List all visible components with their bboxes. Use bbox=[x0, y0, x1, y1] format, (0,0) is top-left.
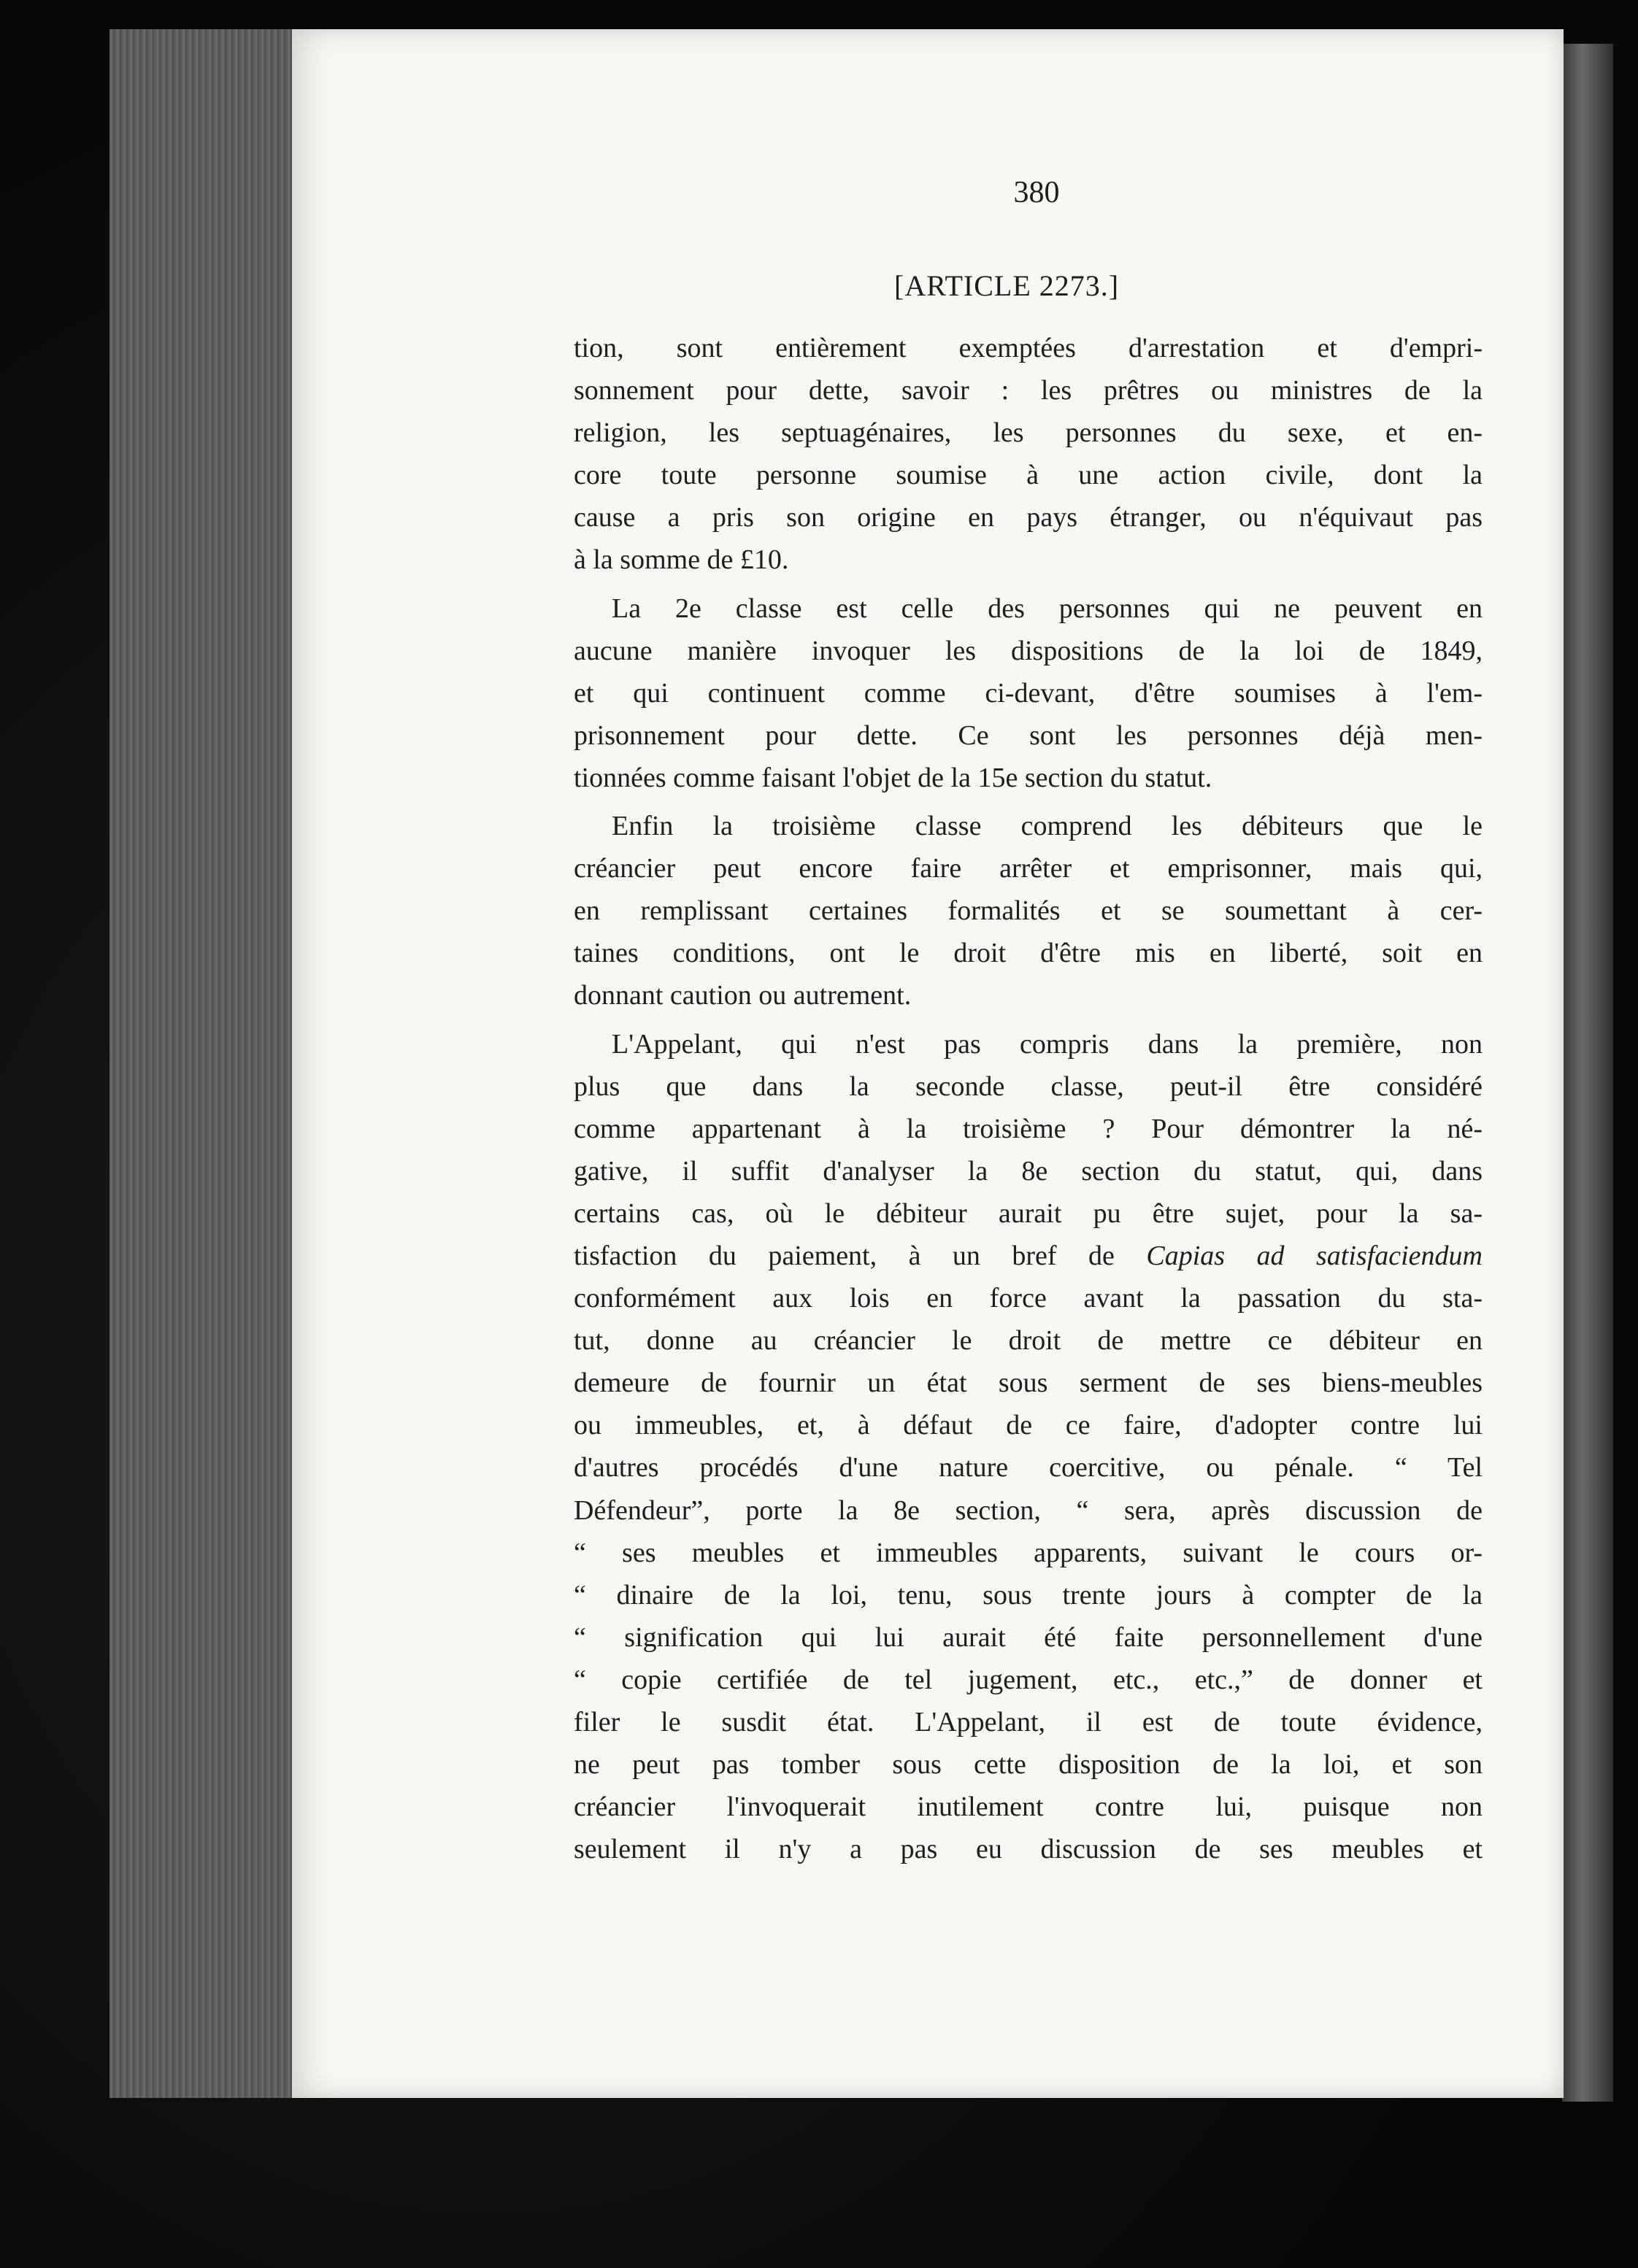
book-spine bbox=[1562, 44, 1613, 2102]
text-line: Enfin la troisième classe comprend les débiteurs que le bbox=[612, 811, 1483, 842]
text-line: Défendeur”, porte la 8e section, “ sera, après discussion de bbox=[574, 1494, 1483, 1526]
text-line: plus que dans la seconde classe, peut-il être considéré bbox=[574, 1071, 1483, 1102]
text-line: religion, les septuagénaires, les personnes du sexe, et en- bbox=[574, 417, 1483, 449]
text-line: L'Appelant, qui n'est pas compris dans la première, non bbox=[612, 1028, 1483, 1060]
text-line: ou immeubles, et, à défaut de ce faire, d'adopter contre lui bbox=[574, 1410, 1483, 1441]
text-line: “ dinaire de la loi, tenu, sous trente jours à compter de la bbox=[574, 1579, 1483, 1611]
paragraph-1 bbox=[574, 327, 1483, 582]
text-line: à la somme de £10. bbox=[574, 544, 789, 576]
text-line: d'autres procédés d'une nature coercitive, ou pénale. “ Tel bbox=[574, 1452, 1483, 1484]
text-line: en remplissant certaines formalités et se soumettant à cer- bbox=[574, 895, 1483, 927]
paragraph-3 bbox=[574, 805, 1483, 1017]
book-page-edges bbox=[109, 29, 292, 2098]
text-line: et qui continuent comme ci-devant, d'être soumises à l'em- bbox=[574, 677, 1483, 709]
text-line: seulement il n'y a pas eu discussion de ses meubles et bbox=[574, 1834, 1483, 1865]
text-line: “ signification qui lui aurait été faite personnellement d'une bbox=[574, 1621, 1483, 1653]
text-line: ne peut pas tomber sous cette disposition de la loi, et son bbox=[574, 1749, 1483, 1781]
text-line: demeure de fournir un état sous serment de ses biens-meubles bbox=[574, 1368, 1483, 1399]
text-line: filer le susdit état. L'Appelant, il est de toute évidence, bbox=[574, 1707, 1483, 1737]
italic-latin-phrase: Capias ad satisfaciendum bbox=[1146, 1240, 1483, 1271]
text-line-with-italic bbox=[574, 1235, 1483, 1277]
text-line: gative, il suffit d'analyser la 8e section du statut, qui, dans bbox=[574, 1155, 1483, 1187]
text-line: cause a pris son origine en pays étranger, ou n'équivaut pas bbox=[574, 502, 1483, 533]
text-line: tion, sont entièrement exemptées d'arrestation et d'empri- bbox=[574, 333, 1483, 363]
text-line: tut, donne au créancier le droit de mettre ce débiteur en bbox=[574, 1325, 1483, 1357]
page-number-row bbox=[0, 175, 1638, 210]
text-line: “ copie certifiée de tel jugement, etc., etc.,” de donner et bbox=[574, 1664, 1483, 1695]
text-line: taines conditions, ont le droit d'être mis en liberté, soit en bbox=[574, 938, 1483, 969]
page-number: 380 bbox=[1013, 176, 1060, 209]
text-line: “ ses meubles et immeubles apparents, suivant le cours or- bbox=[574, 1537, 1483, 1568]
paragraph-4 bbox=[574, 1023, 1483, 1871]
text-line: comme appartenant à la troisième ? Pour démontrer la né- bbox=[574, 1113, 1483, 1144]
text-line: créancier l'invoquerait inutilement contre lui, puisque non bbox=[574, 1791, 1483, 1823]
text-line-segment: tisfaction du paiement, à un bref de bbox=[574, 1240, 1147, 1271]
text-line: tionnées comme faisant l'objet de la 15e section du statut. bbox=[574, 762, 1212, 793]
text-line: créancier peut encore faire arrêter et emprisonner, mais qui, bbox=[574, 853, 1483, 884]
text-line: donnant caution ou autrement. bbox=[574, 980, 912, 1011]
text-line: prisonnement pour dette. Ce sont les personnes déjà men- bbox=[574, 720, 1483, 751]
text-line: La 2e classe est celle des personnes qui ne peuvent en bbox=[612, 593, 1483, 624]
text-line: conformément aux lois en force avant la passation du sta- bbox=[574, 1283, 1483, 1314]
text-line: core toute personne soumise à une action civile, dont la bbox=[574, 460, 1483, 491]
text-line: aucune manière invoquer les dispositions de la loi de 1849, bbox=[574, 635, 1483, 666]
text-line: certains cas, où le débiteur aurait pu être sujet, pour la sa- bbox=[574, 1197, 1483, 1229]
paragraph-2 bbox=[574, 587, 1483, 799]
text-line: sonnement pour dette, savoir : les prêtres ou ministres de la bbox=[574, 375, 1483, 406]
article-heading: [ARTICLE 2273.] bbox=[894, 269, 1120, 302]
body-text bbox=[574, 327, 1483, 1870]
